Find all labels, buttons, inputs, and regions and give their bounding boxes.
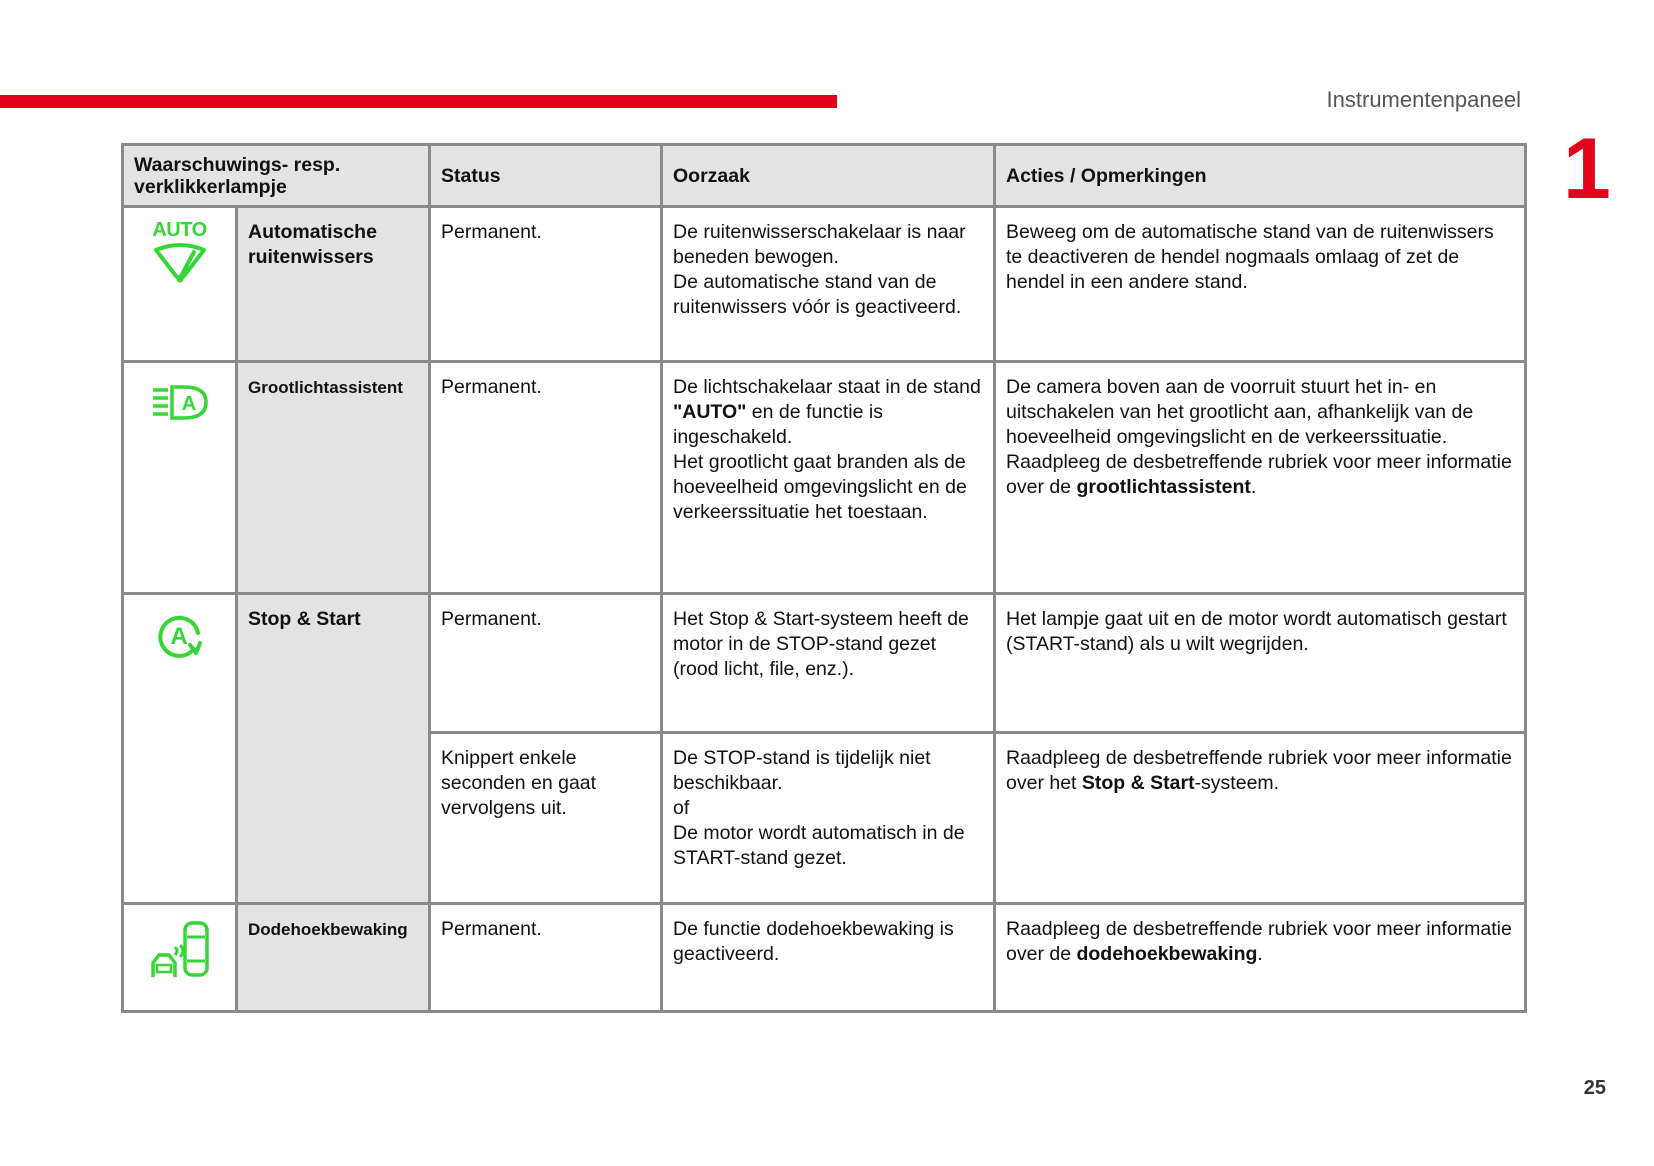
lamp-name: Dodehoekbewaking [237, 904, 430, 1012]
cause-text: of [673, 797, 690, 819]
action-cell: De camera boven aan de voorruit stuurt het in- en uitschakelen van het grootlicht aan, afhankelijk van de hoeveelheid omgevingslicht en de verkeerssituatie. Raadpleeg de desbetreffende rubriek voor meer informatie over de grootlichtassistent. [995, 362, 1526, 594]
table-row [123, 362, 1526, 594]
action-cell: Raadpleeg de desbetreffende rubriek voor meer informatie over het Stop & Start-systeem. [995, 733, 1526, 904]
cause-cell: Het Stop & Start-systeem heeft de motor in de STOP-stand gezet (rood licht, file, enz.). [662, 594, 995, 733]
table-row [123, 207, 1526, 362]
table-header-row [123, 145, 1526, 207]
chapter-number: 1 [1563, 121, 1611, 217]
blind-spot-monitoring-icon [145, 919, 215, 983]
lamp-cell [123, 594, 237, 904]
lamp-name: Automatische ruitenwissers [237, 207, 430, 362]
cause-cell [662, 733, 995, 904]
lamp-cell [123, 207, 237, 362]
cause-text: De ruitenwisserschakelaar is naar beneden bewogen. [673, 221, 966, 268]
warning-lamps-table [121, 143, 1527, 1013]
cause-text: De automatische stand van de ruitenwissers vóór is geactiveerd. [673, 271, 962, 318]
table-row [123, 594, 1526, 733]
status-cell: Permanent. [430, 594, 662, 733]
cause-cell [662, 362, 995, 594]
high-beam-assist-icon [150, 383, 210, 423]
stop-start-icon [154, 611, 206, 659]
header-red-bar [0, 95, 837, 108]
lamp-cell [123, 362, 237, 594]
status-cell: Knippert enkele seconden en gaat vervolgens uit. [430, 733, 662, 904]
column-header-lamp: Waarschuwings- resp. verklikkerlampje [123, 145, 430, 207]
column-header-status: Status [430, 145, 662, 207]
status-cell: Permanent. [430, 362, 662, 594]
svg-text:A: A [169, 623, 188, 650]
cause-text: De lichtschakelaar staat in de stand "AUTO" en de functie is ingeschakeld. [673, 376, 981, 448]
lamp-name: Grootlichtassistent [237, 362, 430, 594]
auto-wiper-icon [150, 240, 210, 284]
cause-text: Het grootlicht gaat branden als de hoeveelheid omgevingslicht en de verkeerssituatie het toestaan. [673, 451, 967, 523]
column-header-cause: Oorzaak [662, 145, 995, 207]
page-number: 25 [1583, 1077, 1606, 1099]
column-header-actions: Acties / Opmerkingen [995, 145, 1526, 207]
auto-label: AUTO [152, 219, 207, 241]
lamp-name: Stop & Start [237, 594, 430, 904]
action-cell: Beweeg om de automatische stand van de ruitenwissers te deactiveren de hendel nogmaals omlaag of zet de hendel in een andere stand. [995, 207, 1526, 362]
action-cell: Het lampje gaat uit en de motor wordt automatisch gestart (START-stand) als u wilt wegrijden. [995, 594, 1526, 733]
cause-cell: De functie dodehoekbewaking is geactiveerd. [662, 904, 995, 1012]
action-cell: Raadpleeg de desbetreffende rubriek voor meer informatie over de dodehoekbewaking. [995, 904, 1526, 1012]
cause-text: De STOP-stand is tijdelijk niet beschikbaar. [673, 747, 931, 794]
status-cell: Permanent. [430, 904, 662, 1012]
cause-cell [662, 207, 995, 362]
table-row [123, 904, 1526, 1012]
lamp-cell [123, 904, 237, 1012]
status-cell: Permanent. [430, 207, 662, 362]
section-title: Instrumentenpaneel [1326, 87, 1521, 112]
svg-text:A: A [181, 393, 196, 415]
cause-text: De motor wordt automatisch in de START-stand gezet. [673, 822, 965, 869]
